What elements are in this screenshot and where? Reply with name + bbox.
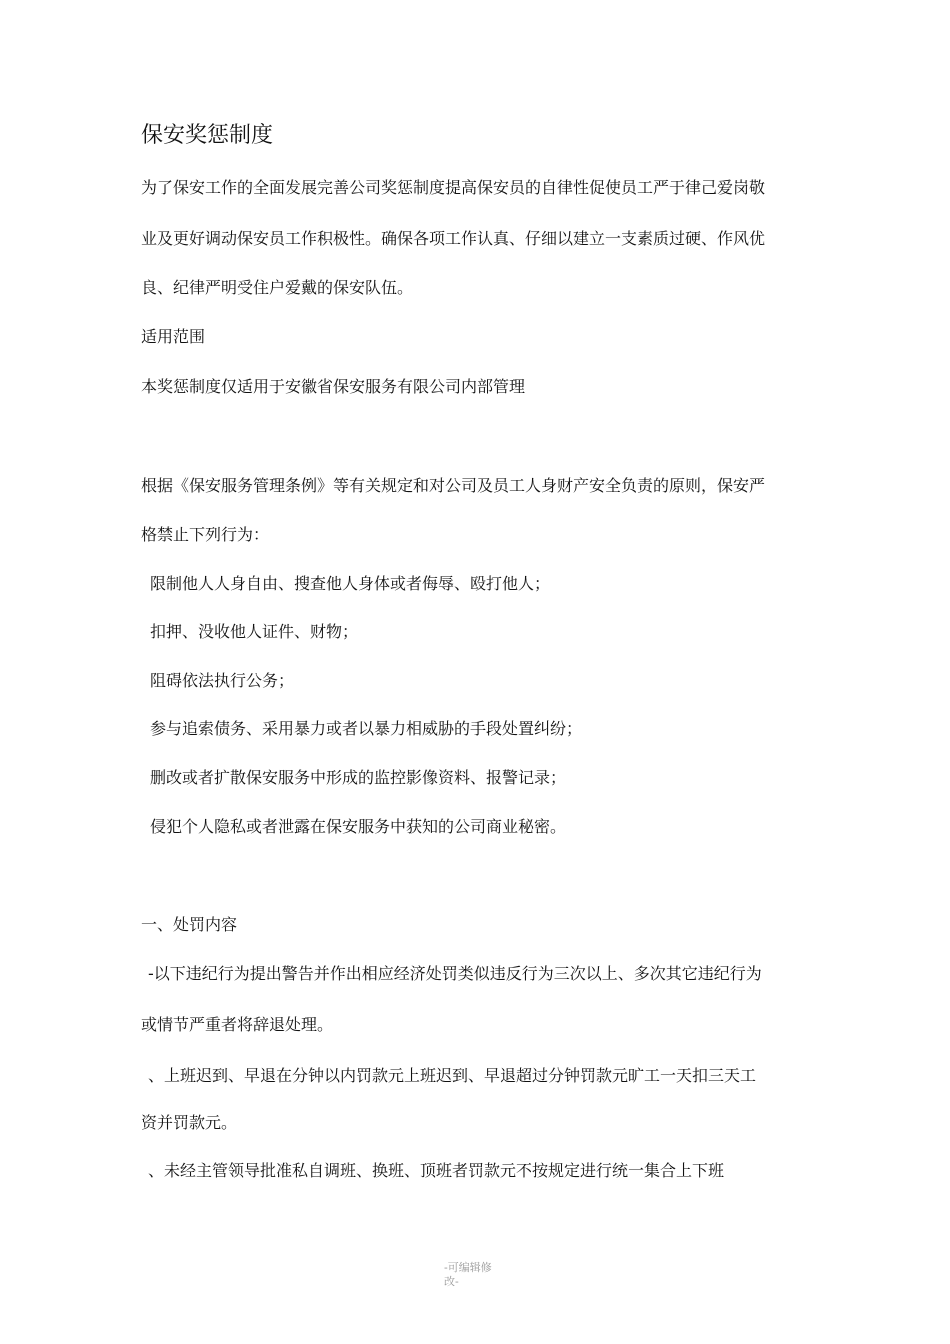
intro-line-1: 为了保安工作的全面发展完善公司奖惩制度提高保安员的自律性促使员工严于律己爱岗敬 [141,178,766,197]
scope-heading: 适用范围 [141,327,206,346]
basis-line-1: 根据《保安服务管理条例》等有关规定和对公司及员工人身财产安全负责的原则，保安严 [141,476,766,495]
section1-intro-line-2: 或情节严重者将辞退处理。 [141,1015,334,1034]
intro-line-2: 业及更好调动保安员工作积极性。确保各项工作认真、仔细以建立一支素质过硬、作风优 [141,229,766,248]
scope-text: 本奖惩制度仅适用于安徽省保安服务有限公司内部管理 [141,377,526,396]
prohibited-item-3: 阻碍依法执行公务； [150,671,295,690]
footer-line-1: -可编辑修 [444,1261,492,1274]
prohibited-item-1: 限制他人人身自由、搜查他人身体或者侮辱、殴打他人； [150,574,551,593]
item2-line-1: 、未经主管领导批准私自调班、换班、顶班者罚款元不按规定进行统一集合上下班 [148,1161,725,1180]
section1-heading: 一、处罚内容 [141,915,238,934]
basis-line-2: 格禁止下列行为： [141,525,270,544]
item1-line-2: 资并罚款元。 [141,1113,238,1132]
prohibited-item-4: 参与追索债务、采用暴力或者以暴力相威胁的手段处置纠纷； [150,719,583,738]
intro-line-3: 良、纪律严明受住户爱戴的保安队伍。 [141,278,414,297]
prohibited-item-5: 删改或者扩散保安服务中形成的监控影像资料、报警记录； [150,768,567,787]
prohibited-item-6: 侵犯个人隐私或者泄露在保安服务中获知的公司商业秘密。 [150,817,567,836]
prohibited-item-2: 扣押、没收他人证件、财物； [150,622,359,641]
footer-line-2: 改- [444,1275,459,1288]
section1-intro-line-1: -以下违纪行为提出警告并作出相应经济处罚类似违反行为三次以上、多次其它违纪行为 [148,964,762,983]
document-title: 保安奖惩制度 [141,123,274,148]
item1-line-1: 、上班迟到、早退在分钟以内罚款元上班迟到、早退超过分钟罚款元旷工一天扣三天工 [148,1066,757,1085]
